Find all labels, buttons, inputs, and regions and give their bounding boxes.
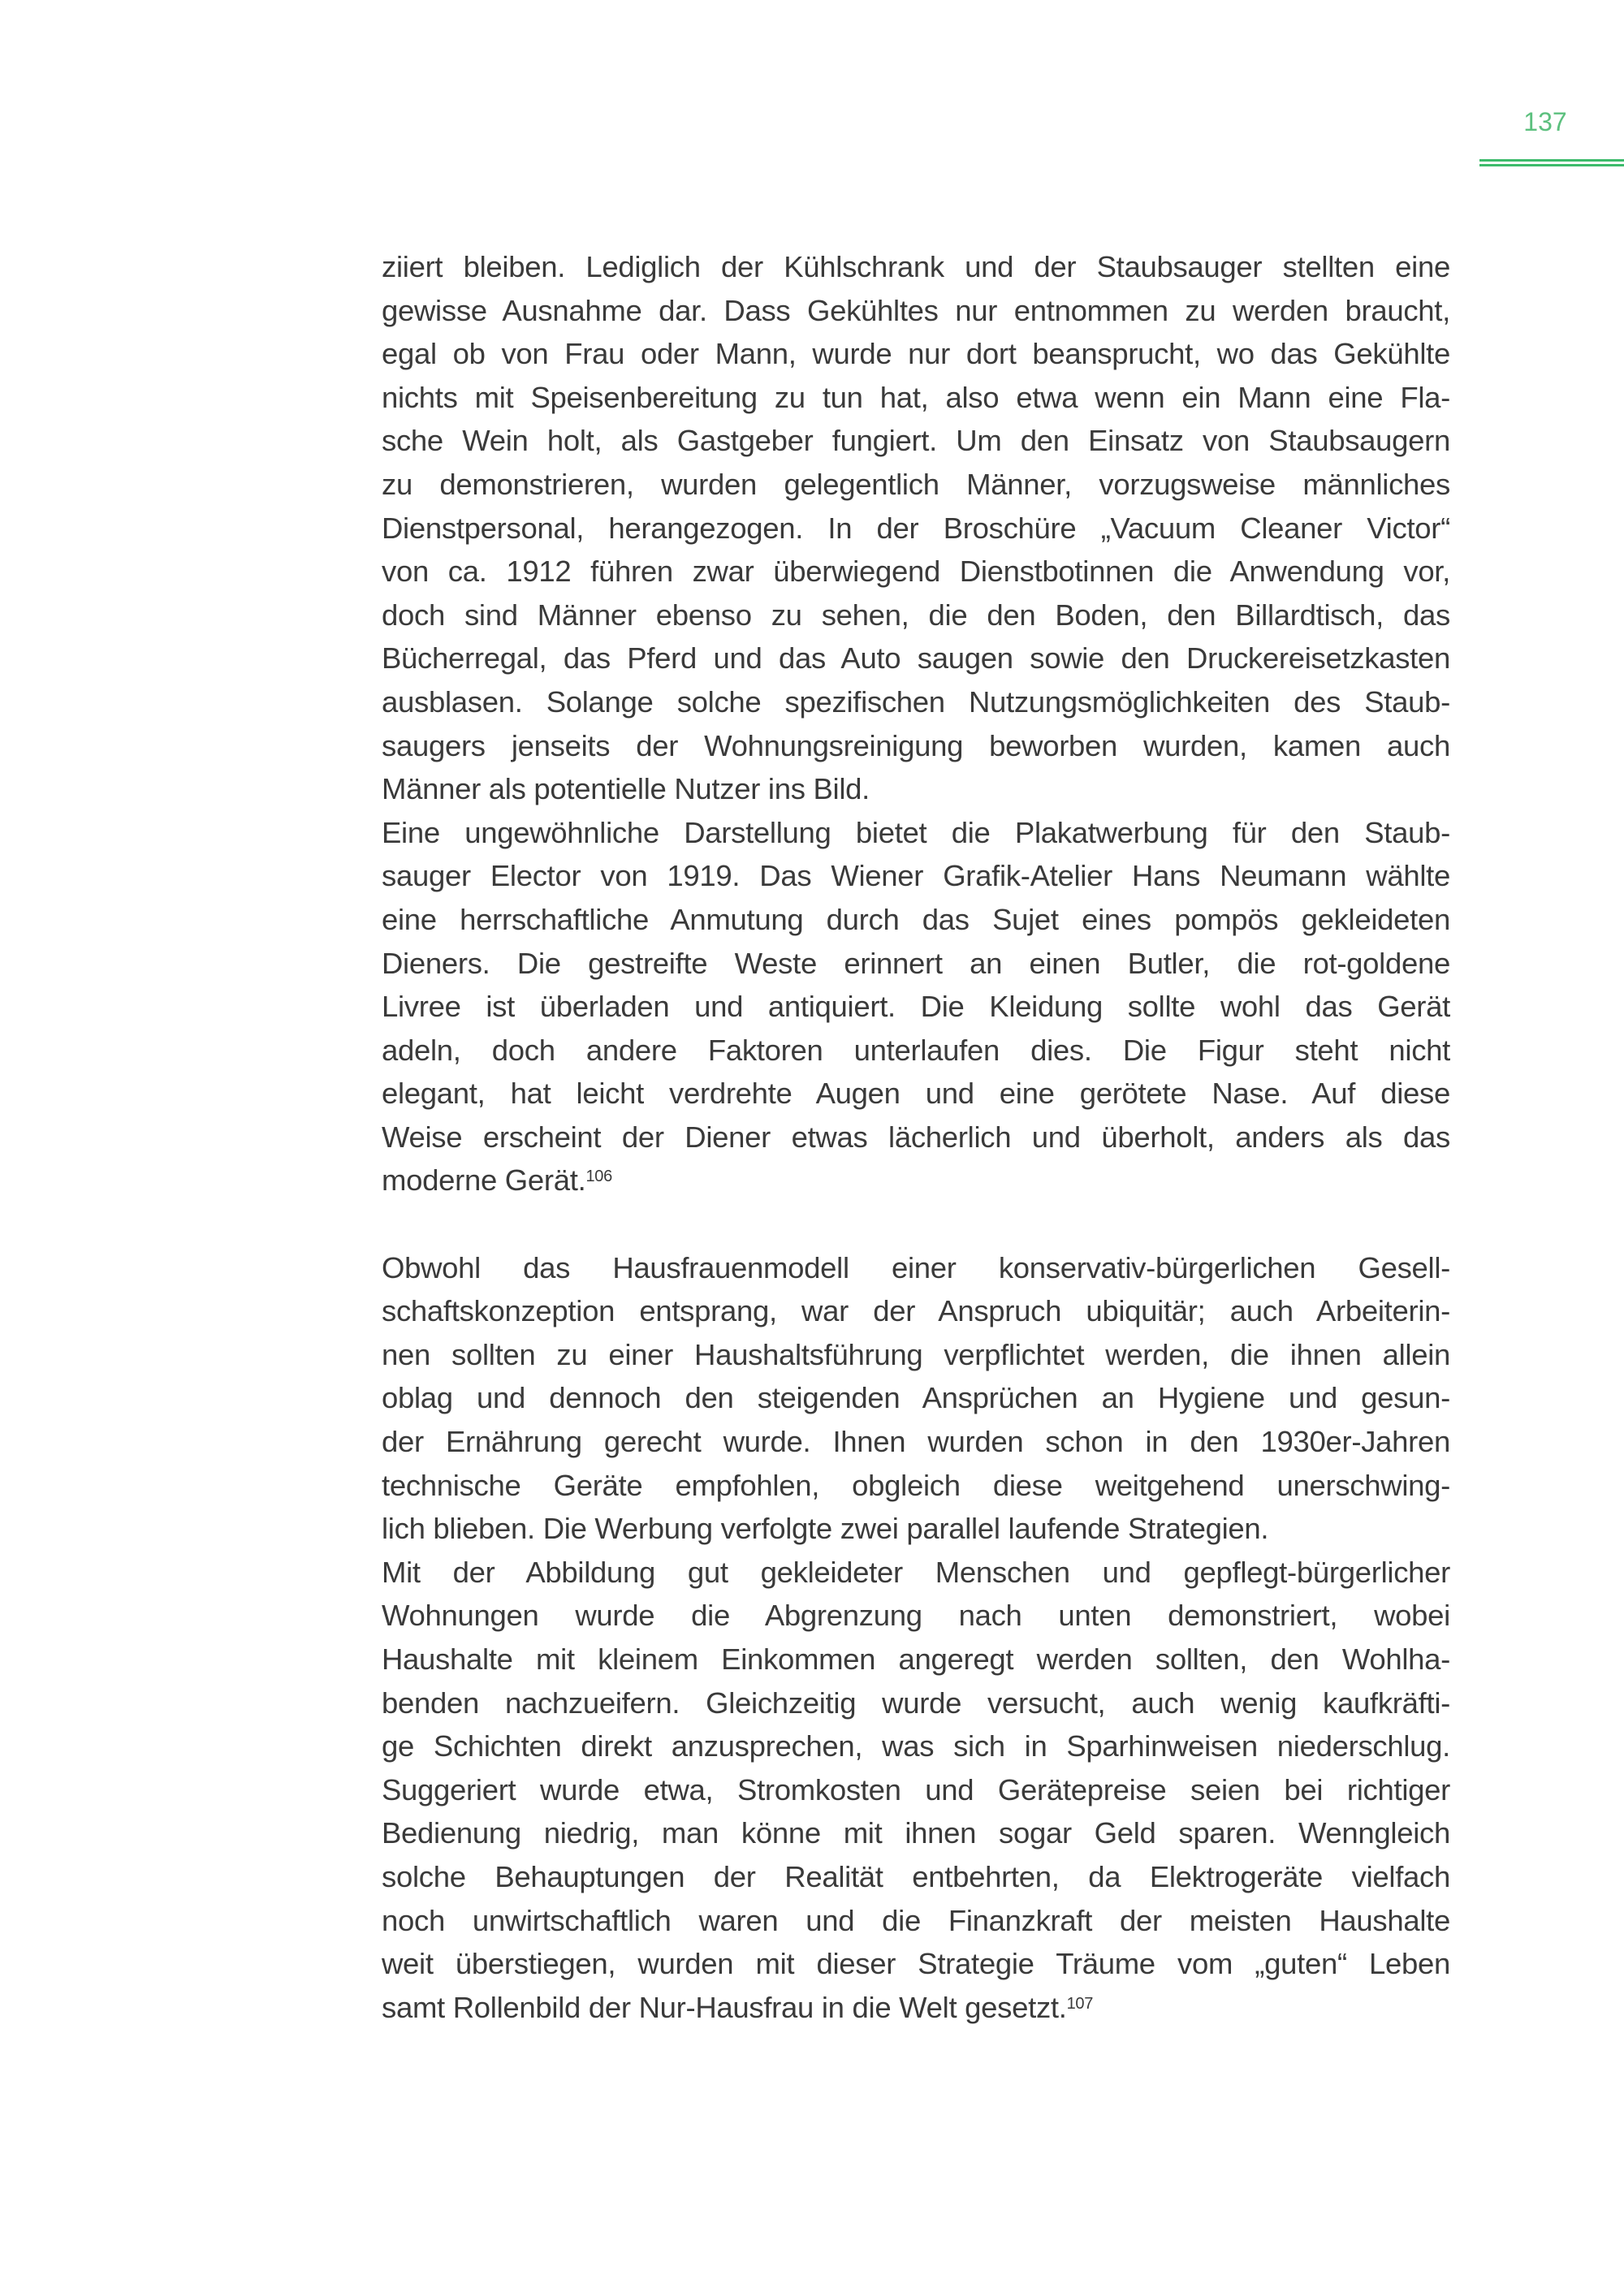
line-text: ziiert bleiben. Lediglich der Kühlschrank und der Staubsauger stellten eine (382, 250, 1450, 283)
line-text: moderne Gerät. (382, 1163, 586, 1198)
line-text: saugers jenseits der Wohnungsreinigung beworben wurden, kamen auch (382, 728, 1450, 762)
text-line (382, 376, 1450, 420)
text-line (382, 1116, 1450, 1159)
line-text: noch unwirtschaftlich waren und die Finanzkraft der meisten Haushalte (382, 1903, 1450, 1937)
line-text: Mit der Abbildung gut gekleideter Menschen und gepflegt-bürgerlicher (382, 1555, 1450, 1589)
paragraph-gap (382, 1202, 1450, 1246)
text-line (382, 1333, 1450, 1377)
text-line (382, 289, 1450, 333)
text-line (382, 637, 1450, 680)
line-text: sche Wein holt, als Gastgeber fungiert. Um den Einsatz von Staubsaugern (382, 424, 1450, 458)
body-text (382, 245, 1450, 2029)
line-text: elegant, hat leicht verdrehte Augen und eine gerötete Nase. Auf diese (382, 1077, 1450, 1111)
line-text: Bücherregal, das Pferd und das Auto saugen sowie den Druckereisetzkasten (382, 641, 1450, 676)
line-text: Obwohl das Hausfrauenmodell einer konservativ-bürgerlichen Gesell- (382, 1250, 1450, 1284)
text-line (382, 1551, 1450, 1595)
line-text: ge Schichten direkt anzusprechen, was sich in Sparhinweisen niederschlug. (382, 1729, 1450, 1763)
line-text: lich blieben. Die Werbung verfolgte zwei parallel laufende Strategien. (382, 1512, 1269, 1546)
line-text: ausblasen. Solange solche spezifischen Nutzungsmöglichkeiten des Staub- (382, 684, 1450, 719)
line-text: Männer als potentielle Nutzer ins Bild. (382, 772, 870, 806)
text-line (382, 1681, 1450, 1725)
text-line (382, 985, 1450, 1029)
text-line (382, 1072, 1450, 1116)
text-line (382, 1724, 1450, 1768)
text-line (382, 898, 1450, 942)
page-number: 137 (1523, 107, 1567, 136)
line-text: adeln, doch andere Faktoren unterlaufen dies. Die Figur steht nicht (382, 1033, 1450, 1067)
text-line (382, 1638, 1450, 1681)
line-text: weit überstiegen, wurden mit dieser Strategie Träume vom „guten“ Leben (382, 1947, 1450, 1981)
text-line (382, 680, 1450, 724)
text-line (382, 1376, 1450, 1420)
text-line (382, 419, 1450, 463)
line-text: Livree ist überladen und antiquiert. Die Kleidung sollte wohl das Gerät (382, 990, 1450, 1024)
text-line (382, 1899, 1450, 1943)
line-text: Bedienung niedrig, man könne mit ihnen sogar Geld sparen. Wenngleich (382, 1816, 1450, 1850)
text-line (382, 1420, 1450, 1464)
line-text: oblag und dennoch den steigenden Ansprüchen an Hygiene und gesun- (382, 1381, 1450, 1415)
text-line (382, 811, 1450, 855)
text-line (382, 1289, 1450, 1333)
text-line (382, 1942, 1450, 1986)
line-text: Suggeriert wurde etwa, Stromkosten und Gerätepreise seien bei richtiger (382, 1772, 1450, 1806)
text-line (382, 1986, 1450, 2030)
text-line (382, 1464, 1450, 1508)
text-line (382, 724, 1450, 768)
text-line (382, 507, 1450, 550)
line-text: zu demonstrieren, wurden gelegentlich Männer, vorzugsweise männliches (382, 467, 1450, 501)
text-line (382, 1768, 1450, 1812)
line-text: von ca. 1912 führen zwar überwiegend Dienstbotinnen die Anwendung vor, (382, 555, 1450, 589)
line-text: benden nachzueifern. Gleichzeitig wurde versucht, auch wenig kaufkräfti- (382, 1686, 1450, 1720)
text-line (382, 1811, 1450, 1855)
header-rule (1479, 164, 1624, 166)
text-line (382, 463, 1450, 507)
line-text: nen sollten zu einer Haushaltsführung verpflichtet werden, die ihnen allein (382, 1337, 1450, 1371)
line-text: doch sind Männer ebenso zu sehen, die den Boden, den Billardtisch, das (382, 598, 1450, 632)
text-line (382, 767, 1450, 811)
line-text: solche Behauptungen der Realität entbehrten, da Elektrogeräte vielfach (382, 1859, 1450, 1893)
text-line (382, 594, 1450, 637)
line-text: Dienstpersonal, herangezogen. In der Broschüre „Vacuum Cleaner Victor“ (382, 511, 1450, 545)
text-line (382, 1246, 1450, 1290)
text-line (382, 1507, 1450, 1551)
line-text: Weise erscheint der Diener etwas lächerlich und überholt, anders als das (382, 1120, 1450, 1154)
text-line (382, 854, 1450, 898)
text-line (382, 1594, 1450, 1638)
line-text: Dieners. Die gestreifte Weste erinnert an einen Butler, die rot-goldene (382, 946, 1450, 980)
text-line (382, 942, 1450, 986)
line-text: schaftskonzeption entsprang, war der Anspruch ubiquitär; auch Arbeiterin- (382, 1294, 1450, 1328)
footnote-marker: 107 (1066, 1994, 1094, 2013)
line-text: Eine ungewöhnliche Darstellung bietet die Plakatwerbung für den Staub- (382, 815, 1450, 849)
line-text: samt Rollenbild der Nur-Hausfrau in die Welt gesetzt. (382, 1990, 1067, 2024)
line-text: eine herrschaftliche Anmutung durch das Sujet eines pompös gekleideten (382, 902, 1450, 936)
text-line (382, 1029, 1450, 1073)
line-text: sauger Elector von 1919. Das Wiener Grafik-Atelier Hans Neumann wählte (382, 859, 1450, 893)
text-line (382, 1855, 1450, 1899)
text-line (382, 332, 1450, 376)
text-line (382, 245, 1450, 289)
line-text: Haushalte mit kleinem Einkommen angeregt werden sollten, den Wohlha- (382, 1642, 1450, 1676)
line-text: der Ernährung gerecht wurde. Ihnen wurden schon in den 1930er-Jahren (382, 1425, 1450, 1459)
footnote-marker: 106 (585, 1168, 612, 1186)
text-line (382, 1159, 1450, 1202)
line-text: nichts mit Speisenbereitung zu tun hat, also etwa wenn ein Mann eine Fla- (382, 380, 1450, 414)
line-text: technische Geräte empfohlen, obgleich diese weitgehend unerschwing- (382, 1468, 1450, 1502)
line-text: Wohnungen wurde die Abgrenzung nach unten demonstriert, wobei (382, 1599, 1450, 1633)
line-text: egal ob von Frau oder Mann, wurde nur dort beansprucht, wo das Gekühlte (382, 337, 1450, 371)
text-line (382, 550, 1450, 594)
header-rule (1479, 159, 1624, 162)
line-text: gewisse Ausnahme dar. Dass Gekühltes nur entnommen zu werden braucht, (382, 293, 1450, 327)
